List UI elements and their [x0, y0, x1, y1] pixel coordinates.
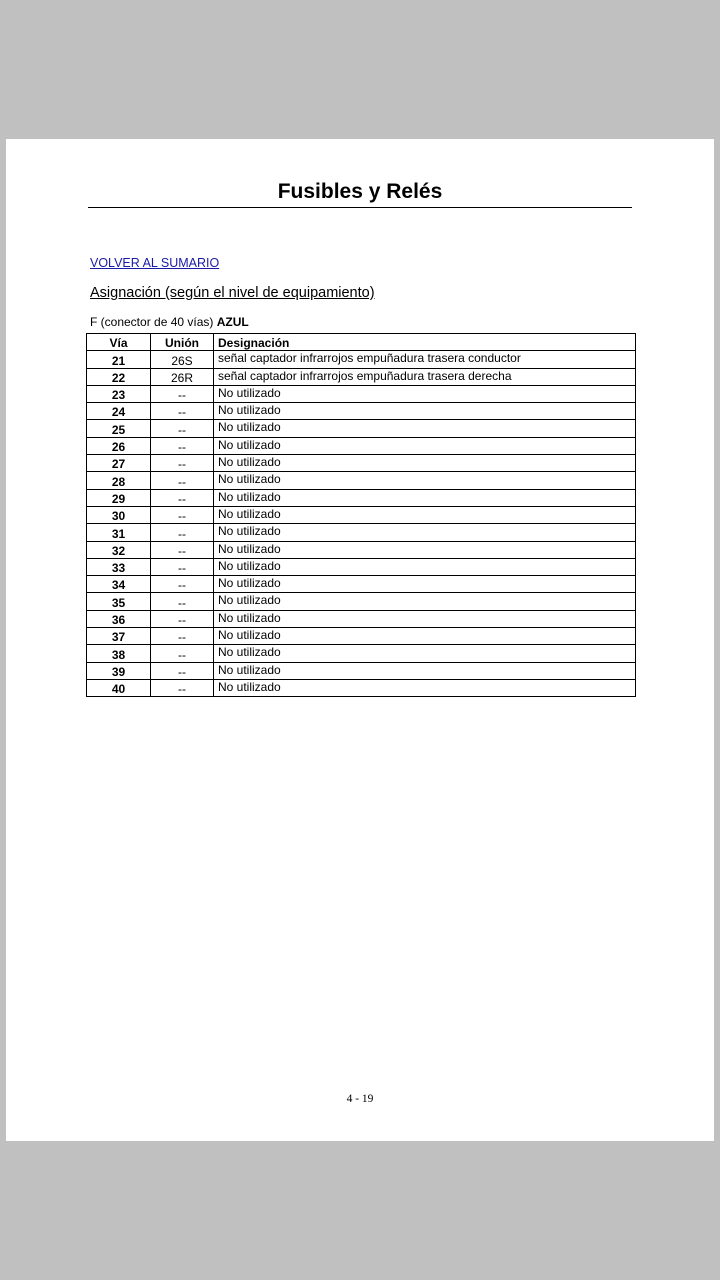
cell-union: --	[151, 437, 214, 454]
cell-via: 22	[87, 368, 151, 385]
cell-designation: No utilizado	[214, 524, 636, 541]
table-row	[87, 628, 636, 645]
cell-union: --	[151, 524, 214, 541]
back-to-summary-link[interactable]: VOLVER AL SUMARIO	[90, 256, 220, 270]
cell-via: 30	[87, 506, 151, 523]
cell-union: --	[151, 593, 214, 610]
table-row	[87, 437, 636, 454]
table-row	[87, 593, 636, 610]
cell-designation: No utilizado	[214, 489, 636, 506]
cell-via: 28	[87, 472, 151, 489]
page-number: 4 - 19	[346, 1093, 374, 1105]
document-page	[6, 139, 714, 1141]
cell-via: 26	[87, 437, 151, 454]
cell-union: --	[151, 506, 214, 523]
cell-via: 23	[87, 385, 151, 402]
cell-via: 38	[87, 645, 151, 662]
cell-via: 34	[87, 576, 151, 593]
cell-designation: No utilizado	[214, 506, 636, 523]
table-row	[87, 645, 636, 662]
cell-designation: No utilizado	[214, 593, 636, 610]
cell-union: --	[151, 541, 214, 558]
cell-union: --	[151, 472, 214, 489]
cell-via: 40	[87, 679, 151, 696]
cell-designation: No utilizado	[214, 455, 636, 472]
table-row	[87, 610, 636, 627]
cell-via: 29	[87, 489, 151, 506]
table-row	[87, 506, 636, 523]
table-row	[87, 662, 636, 679]
table-row	[87, 679, 636, 696]
table-body	[87, 351, 636, 697]
cell-union: --	[151, 403, 214, 420]
cell-union: --	[151, 455, 214, 472]
cell-via: 25	[87, 420, 151, 437]
connector-label	[90, 316, 249, 328]
cell-designation: No utilizado	[214, 403, 636, 420]
cell-union: 26R	[151, 368, 214, 385]
header-designation: Designación	[214, 334, 636, 351]
cell-via: 27	[87, 455, 151, 472]
table-row	[87, 541, 636, 558]
table-row	[87, 576, 636, 593]
cell-union: 26S	[151, 351, 214, 368]
cell-designation: No utilizado	[214, 679, 636, 696]
table-row	[87, 403, 636, 420]
cell-designation: No utilizado	[214, 385, 636, 402]
cell-union: --	[151, 662, 214, 679]
cell-union: --	[151, 489, 214, 506]
cell-via: 36	[87, 610, 151, 627]
cell-designation: señal captador infrarrojos empuñadura trasera derecha	[214, 368, 636, 385]
connector-color: AZUL	[216, 315, 249, 329]
cell-via: 33	[87, 558, 151, 575]
cell-union: --	[151, 679, 214, 696]
cell-via: 35	[87, 593, 151, 610]
cell-designation: No utilizado	[214, 558, 636, 575]
cell-designation: No utilizado	[214, 437, 636, 454]
cell-via: 39	[87, 662, 151, 679]
table-header-row	[87, 334, 636, 351]
pin-assignment-table	[86, 333, 636, 697]
cell-designation: No utilizado	[214, 472, 636, 489]
table-row	[87, 368, 636, 385]
cell-designation: No utilizado	[214, 420, 636, 437]
table-row	[87, 524, 636, 541]
title-underline	[88, 207, 632, 208]
cell-designation: señal captador infrarrojos empuñadura trasera conductor	[214, 351, 636, 368]
cell-designation: No utilizado	[214, 645, 636, 662]
cell-via: 21	[87, 351, 151, 368]
table-row	[87, 489, 636, 506]
header-union: Unión	[151, 334, 214, 351]
connector-description: F (conector de 40 vías)	[90, 315, 214, 329]
cell-designation: No utilizado	[214, 541, 636, 558]
cell-via: 32	[87, 541, 151, 558]
cell-union: --	[151, 576, 214, 593]
cell-union: --	[151, 558, 214, 575]
page-title: Fusibles y Relés	[277, 180, 443, 203]
table-row	[87, 385, 636, 402]
cell-designation: No utilizado	[214, 628, 636, 645]
cell-designation: No utilizado	[214, 610, 636, 627]
cell-union: --	[151, 420, 214, 437]
table-row	[87, 455, 636, 472]
table-row	[87, 351, 636, 368]
cell-union: --	[151, 645, 214, 662]
table-row	[87, 472, 636, 489]
header-via: Vía	[87, 334, 151, 351]
table-row	[87, 558, 636, 575]
table-row	[87, 420, 636, 437]
cell-union: --	[151, 628, 214, 645]
cell-designation: No utilizado	[214, 662, 636, 679]
section-heading: Asignación (según el nivel de equipamiento)	[90, 285, 375, 301]
cell-union: --	[151, 385, 214, 402]
cell-union: --	[151, 610, 214, 627]
cell-designation: No utilizado	[214, 576, 636, 593]
cell-via: 31	[87, 524, 151, 541]
cell-via: 24	[87, 403, 151, 420]
cell-via: 37	[87, 628, 151, 645]
